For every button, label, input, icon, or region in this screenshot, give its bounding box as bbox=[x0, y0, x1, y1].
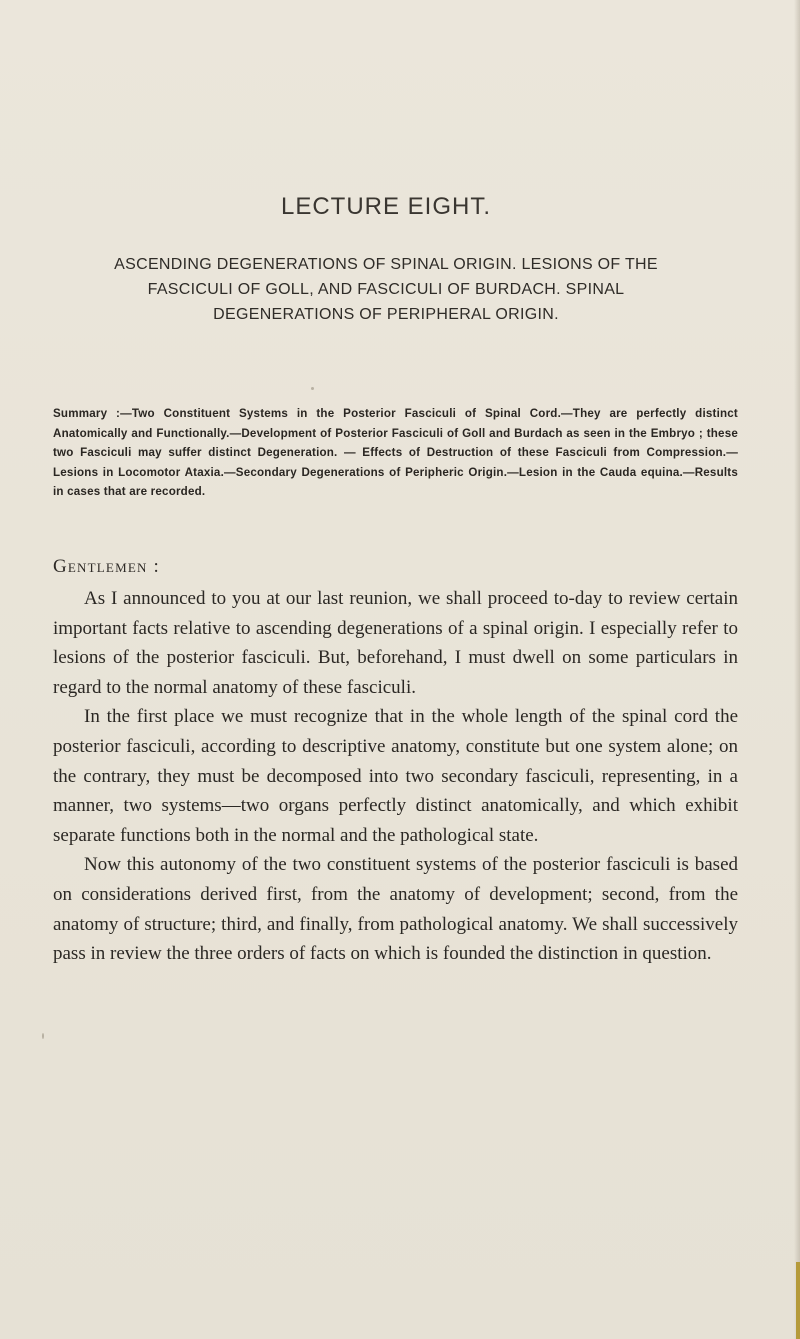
chapter-summary: Summary :—Two Constituent Systems in the Posterior Fasciculi of Spinal Cord.—They are perfectly distinct Anatomically and Functionally.—Development of Posterior Fasciculi of Goll and Burdach as seen in the Embryo ; these two Fasciculi may suffer distinct Degeneration. — Effects of Destruction of these Fasciculi from Compression.—Lesions in Locomotor Ataxia.—Secondary Degenerations of Peripheric Origin.—Lesion in the Cauda equina.—Results in cases that are recorded. bbox=[53, 407, 738, 498]
paragraph: As I announced to you at our last reunion, we shall proceed to-day to review certain important facts relative to ascending degenerations of a spinal origin. I especially refer to lesions of the posterior fasciculi. But, beforehand, I must dwell on some particulars in regard to the normal anatomy of these fasciculi. bbox=[53, 588, 738, 698]
salutation: Gentlemen : bbox=[53, 556, 160, 577]
body-text bbox=[53, 584, 738, 969]
page-edge-mark bbox=[796, 1262, 800, 1339]
chapter-subtitle: ASCENDING DEGENERATIONS OF SPINAL ORIGIN. LESIONS OF THE FASCICULI OF GOLL, AND FASCICULI OF BURDACH. SPINAL DEGENERATIONS OF PERIPHERAL ORIGIN. bbox=[114, 256, 658, 323]
page-edge-shadow bbox=[794, 0, 800, 1339]
chapter-title: LECTURE EIGHT. bbox=[280, 193, 492, 220]
paragraph: In the first place we must recognize that in the whole length of the spinal cord the posterior fasciculi, according to descriptive anatomy, constitute but one system alone; on the contrary, they must be decomposed into two secondary fasciculi, representing, in a manner, two systems—two organs perfectly distinct anatomically, and which exhibit separate functions both in the normal and the pathological state. bbox=[53, 706, 738, 846]
paragraph: Now this autonomy of the two constituent systems of the posterior fasciculi is based on considerations derived first, from the anatomy of development; second, from the anatomy of structure; third, and finally, from pathological anatomy. We shall successively pass in review the three orders of facts on which is founded the distinction in question. bbox=[53, 854, 738, 965]
paper-speck bbox=[311, 387, 314, 390]
paper-speck bbox=[42, 1033, 44, 1039]
